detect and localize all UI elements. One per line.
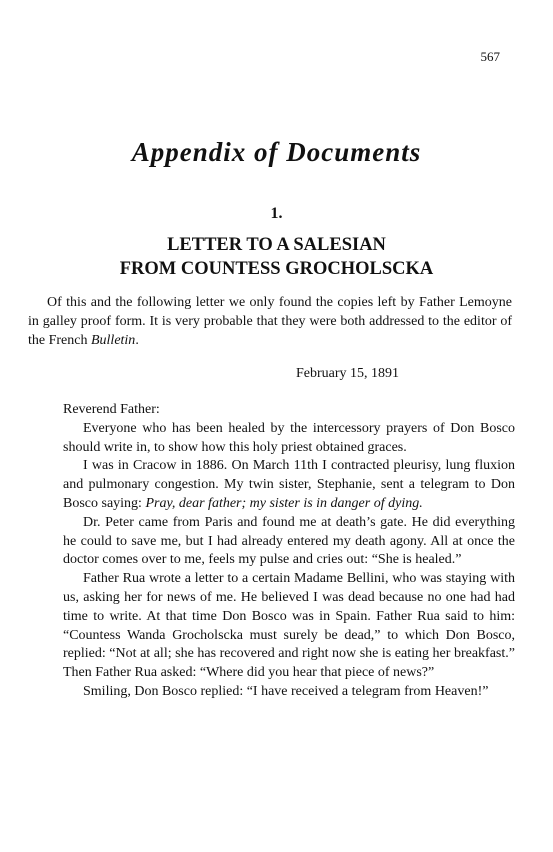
page-number: 567 <box>480 49 500 64</box>
letter-salutation: Reverend Father: <box>63 402 160 417</box>
document-heading-line-2: FROM COUNTESS GROCHOLSCKA <box>119 259 434 279</box>
letter-paragraph-3: Dr. Peter came from Paris and found me at death’s gate. He did everything he could to save me, but I had already entered my death agony. All at once the doctor comes over to me, feels my pulse and cries out: “She is healed.” <box>63 514 515 568</box>
letter-date: February 15, 1891 <box>296 366 400 381</box>
intro-text-end: . <box>135 332 139 348</box>
intro-paragraph <box>28 294 512 350</box>
letter-body <box>63 401 515 702</box>
telegram-quote: Pray, dear father; my sister is in danger of dying. <box>145 495 423 511</box>
document-heading-line-1: LETTER TO A SALESIAN <box>167 235 386 255</box>
appendix-title: Appendix of Documents <box>131 137 422 167</box>
letter-paragraph-2 <box>63 457 515 513</box>
letter-paragraph-2-text: I was in Cracow in 1886. On March 11th I contracted pleurisy, lung fluxion and pulmonary congestion. My twin sister, Stephanie, sent a telegram to Don Bosco saying: <box>63 458 515 511</box>
letter-paragraph-1: Everyone who has been healed by the intercessory prayers of Don Bosco should write in, to show how this holy priest obtained graces. <box>63 420 515 455</box>
intro-italic-title: Bulletin <box>90 332 136 348</box>
intro-text: Of this and the following letter we only found the copies left by Father Lemoyne in galley proof form. It is very probable that they were both addressed to the editor of the French <box>28 295 512 348</box>
document-number: 1. <box>270 205 283 222</box>
letter-paragraph-4: Father Rua wrote a letter to a certain Madame Bellini, who was staying with us, asking her for news of me. He believed I was dead because no one had had time to write. At that time Don Bosco was in Spain. Father Rua said to him: “Countess Wanda Grocholscka must surely be dead,” to which Don Bosco, replied: “Not at all; she has recovered and right now she is eating her breakfast.” Then Father Rua asked: “Where did you hear that piece of news?” <box>63 571 515 681</box>
letter-paragraph-5: Smiling, Don Bosco replied: “I have received a telegram from Heaven!” <box>83 683 489 699</box>
